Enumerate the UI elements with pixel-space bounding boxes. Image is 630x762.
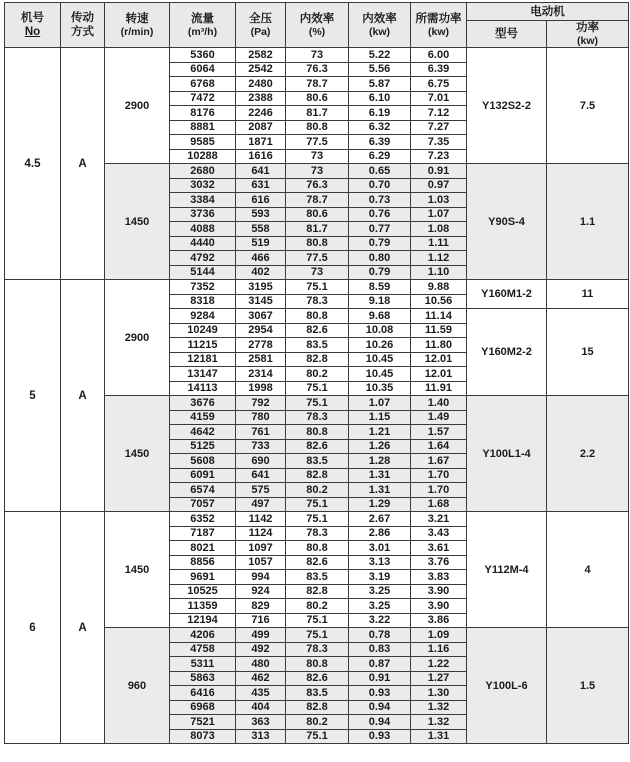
efficiency-cell: 78.3 (286, 294, 349, 309)
motor-power-cell: 4 (547, 512, 629, 628)
pressure-cell: 593 (236, 207, 286, 222)
required-power-cell: 0.91 (411, 164, 467, 179)
flow-cell: 9691 (170, 570, 236, 585)
efficiency-cell: 83.5 (286, 338, 349, 353)
inner-power-cell: 0.83 (349, 642, 411, 657)
table-row (5, 280, 629, 295)
flow-cell: 4088 (170, 222, 236, 237)
required-power-cell: 11.91 (411, 381, 467, 396)
inner-power-cell: 0.94 (349, 715, 411, 730)
required-power-cell: 3.76 (411, 555, 467, 570)
flow-cell: 10288 (170, 149, 236, 164)
efficiency-cell: 75.1 (286, 280, 349, 295)
inner-power-cell: 0.79 (349, 236, 411, 251)
inner-power-cell: 0.87 (349, 657, 411, 672)
speed-cell: 2900 (105, 48, 170, 164)
inner-power-cell: 1.31 (349, 468, 411, 483)
flow-cell: 3032 (170, 178, 236, 193)
efficiency-cell: 80.2 (286, 367, 349, 382)
flow-cell: 8021 (170, 541, 236, 556)
inner-power-cell: 5.22 (349, 48, 411, 63)
pressure-cell: 558 (236, 222, 286, 237)
required-power-cell: 1.08 (411, 222, 467, 237)
inner-power-cell: 3.25 (349, 584, 411, 599)
inner-power-cell: 6.29 (349, 149, 411, 164)
inner-power-cell: 0.78 (349, 628, 411, 643)
efficiency-cell: 73 (286, 48, 349, 63)
flow-cell: 4440 (170, 236, 236, 251)
motor-power-cell: 11 (547, 280, 629, 309)
machine-no-cell: 6 (5, 512, 61, 744)
flow-cell: 6968 (170, 700, 236, 715)
efficiency-cell: 80.8 (286, 657, 349, 672)
required-power-cell: 1.70 (411, 468, 467, 483)
motor-power-cell: 1.5 (547, 628, 629, 744)
inner-power-cell: 1.28 (349, 454, 411, 469)
motor-model-cell: Y90S-4 (467, 164, 547, 280)
inner-power-cell: 6.39 (349, 135, 411, 150)
inner-power-cell: 5.87 (349, 77, 411, 92)
pressure-cell: 1097 (236, 541, 286, 556)
pressure-cell: 480 (236, 657, 286, 672)
pressure-cell: 1871 (236, 135, 286, 150)
efficiency-cell: 80.2 (286, 599, 349, 614)
flow-cell: 12194 (170, 613, 236, 628)
inner-power-cell: 0.70 (349, 178, 411, 193)
flow-cell: 11215 (170, 338, 236, 353)
inner-power-cell: 3.25 (349, 599, 411, 614)
efficiency-cell: 75.1 (286, 628, 349, 643)
inner-power-cell: 0.65 (349, 164, 411, 179)
required-power-cell: 1.49 (411, 410, 467, 425)
efficiency-cell: 81.7 (286, 106, 349, 121)
required-power-cell: 1.27 (411, 671, 467, 686)
efficiency-cell: 78.3 (286, 410, 349, 425)
inner-power-cell: 0.79 (349, 265, 411, 280)
inner-power-cell: 2.67 (349, 512, 411, 527)
pressure-cell: 3067 (236, 309, 286, 324)
required-power-cell: 1.31 (411, 729, 467, 744)
table-body (5, 48, 629, 744)
required-power-cell: 1.12 (411, 251, 467, 266)
motor-model-cell: Y160M1-2 (467, 280, 547, 309)
flow-cell: 3384 (170, 193, 236, 208)
flow-cell: 8176 (170, 106, 236, 121)
speed-cell: 1450 (105, 512, 170, 628)
required-power-cell: 7.12 (411, 106, 467, 121)
inner-power-cell: 9.18 (349, 294, 411, 309)
efficiency-cell: 82.6 (286, 671, 349, 686)
motor-power-cell: 1.1 (547, 164, 629, 280)
flow-cell: 6352 (170, 512, 236, 527)
efficiency-cell: 82.6 (286, 439, 349, 454)
required-power-cell: 7.23 (411, 149, 467, 164)
flow-cell: 6574 (170, 483, 236, 498)
efficiency-cell: 73 (286, 164, 349, 179)
flow-cell: 7352 (170, 280, 236, 295)
pressure-cell: 1124 (236, 526, 286, 541)
required-power-cell: 1.09 (411, 628, 467, 643)
inner-power-cell: 0.94 (349, 700, 411, 715)
efficiency-cell: 83.5 (286, 686, 349, 701)
pressure-cell: 792 (236, 396, 286, 411)
inner-power-cell: 6.32 (349, 120, 411, 135)
header-machine-no: 机号 No (5, 3, 61, 48)
required-power-cell: 6.00 (411, 48, 467, 63)
flow-cell: 3676 (170, 396, 236, 411)
inner-power-cell: 3.22 (349, 613, 411, 628)
efficiency-cell: 82.6 (286, 555, 349, 570)
pressure-cell: 690 (236, 454, 286, 469)
required-power-cell: 1.64 (411, 439, 467, 454)
efficiency-cell: 77.5 (286, 135, 349, 150)
flow-cell: 4642 (170, 425, 236, 440)
flow-cell: 5144 (170, 265, 236, 280)
pressure-cell: 2480 (236, 77, 286, 92)
inner-power-cell: 1.26 (349, 439, 411, 454)
efficiency-cell: 80.2 (286, 715, 349, 730)
table-row (5, 48, 629, 63)
required-power-cell: 1.32 (411, 700, 467, 715)
inner-power-cell: 1.31 (349, 483, 411, 498)
efficiency-cell: 80.8 (286, 236, 349, 251)
required-power-cell: 1.10 (411, 265, 467, 280)
pressure-cell: 363 (236, 715, 286, 730)
machine-no-cell: 4.5 (5, 48, 61, 280)
pressure-cell: 3145 (236, 294, 286, 309)
motor-power-cell: 2.2 (547, 396, 629, 512)
pressure-cell: 466 (236, 251, 286, 266)
inner-power-cell: 6.10 (349, 91, 411, 106)
pressure-cell: 404 (236, 700, 286, 715)
inner-power-cell: 10.45 (349, 352, 411, 367)
pressure-cell: 829 (236, 599, 286, 614)
pressure-cell: 1057 (236, 555, 286, 570)
required-power-cell: 1.11 (411, 236, 467, 251)
flow-cell: 12181 (170, 352, 236, 367)
efficiency-cell: 80.8 (286, 541, 349, 556)
fan-performance-table (4, 2, 629, 744)
pressure-cell: 716 (236, 613, 286, 628)
required-power-cell: 1.30 (411, 686, 467, 701)
pressure-cell: 3195 (236, 280, 286, 295)
efficiency-cell: 75.1 (286, 497, 349, 512)
efficiency-cell: 80.6 (286, 91, 349, 106)
efficiency-cell: 78.7 (286, 77, 349, 92)
header-motor-power: 功率 (kw) (547, 21, 629, 48)
efficiency-cell: 75.1 (286, 729, 349, 744)
pressure-cell: 1998 (236, 381, 286, 396)
pressure-cell: 631 (236, 178, 286, 193)
fan-performance-table-wrapper (4, 2, 629, 744)
efficiency-cell: 77.5 (286, 251, 349, 266)
machine-no-cell: 5 (5, 280, 61, 512)
header-drive: 传动 方式 (61, 3, 105, 48)
flow-cell: 3736 (170, 207, 236, 222)
flow-cell: 11359 (170, 599, 236, 614)
efficiency-cell: 76.3 (286, 178, 349, 193)
flow-cell: 6091 (170, 468, 236, 483)
required-power-cell: 3.21 (411, 512, 467, 527)
motor-model-cell: Y132S2-2 (467, 48, 547, 164)
speed-cell: 960 (105, 628, 170, 744)
pressure-cell: 497 (236, 497, 286, 512)
flow-cell: 10525 (170, 584, 236, 599)
inner-power-cell: 3.01 (349, 541, 411, 556)
required-power-cell: 7.35 (411, 135, 467, 150)
pressure-cell: 402 (236, 265, 286, 280)
required-power-cell: 1.68 (411, 497, 467, 512)
required-power-cell: 1.67 (411, 454, 467, 469)
required-power-cell: 11.14 (411, 309, 467, 324)
required-power-cell: 3.90 (411, 599, 467, 614)
flow-cell: 7472 (170, 91, 236, 106)
required-power-cell: 9.88 (411, 280, 467, 295)
required-power-cell: 6.39 (411, 62, 467, 77)
pressure-cell: 2388 (236, 91, 286, 106)
required-power-cell: 7.01 (411, 91, 467, 106)
pressure-cell: 2087 (236, 120, 286, 135)
required-power-cell: 1.70 (411, 483, 467, 498)
efficiency-cell: 78.3 (286, 526, 349, 541)
flow-cell: 4159 (170, 410, 236, 425)
flow-cell: 4792 (170, 251, 236, 266)
inner-power-cell: 10.08 (349, 323, 411, 338)
table-row (5, 512, 629, 527)
flow-cell: 7521 (170, 715, 236, 730)
inner-power-cell: 0.76 (349, 207, 411, 222)
flow-cell: 8073 (170, 729, 236, 744)
required-power-cell: 0.97 (411, 178, 467, 193)
required-power-cell: 11.80 (411, 338, 467, 353)
pressure-cell: 2314 (236, 367, 286, 382)
speed-cell: 2900 (105, 280, 170, 396)
pressure-cell: 462 (236, 671, 286, 686)
flow-cell: 14113 (170, 381, 236, 396)
efficiency-cell: 82.8 (286, 468, 349, 483)
pressure-cell: 641 (236, 468, 286, 483)
required-power-cell: 7.27 (411, 120, 467, 135)
flow-cell: 6064 (170, 62, 236, 77)
pressure-cell: 2542 (236, 62, 286, 77)
required-power-cell: 10.56 (411, 294, 467, 309)
efficiency-cell: 82.8 (286, 700, 349, 715)
efficiency-cell: 80.2 (286, 483, 349, 498)
inner-power-cell: 1.15 (349, 410, 411, 425)
header-required-power: 所需功率 (kw) (411, 3, 467, 48)
inner-power-cell: 3.13 (349, 555, 411, 570)
inner-power-cell: 1.29 (349, 497, 411, 512)
motor-model-cell: Y160M2-2 (467, 309, 547, 396)
inner-power-cell: 5.56 (349, 62, 411, 77)
header-flow: 流量 (m³/h) (170, 3, 236, 48)
pressure-cell: 994 (236, 570, 286, 585)
efficiency-cell: 78.3 (286, 642, 349, 657)
flow-cell: 6416 (170, 686, 236, 701)
pressure-cell: 2778 (236, 338, 286, 353)
flow-cell: 8856 (170, 555, 236, 570)
flow-cell: 2680 (170, 164, 236, 179)
flow-cell: 6768 (170, 77, 236, 92)
pressure-cell: 780 (236, 410, 286, 425)
efficiency-cell: 75.1 (286, 512, 349, 527)
flow-cell: 8881 (170, 120, 236, 135)
inner-power-cell: 2.86 (349, 526, 411, 541)
efficiency-cell: 82.8 (286, 352, 349, 367)
required-power-cell: 1.07 (411, 207, 467, 222)
pressure-cell: 435 (236, 686, 286, 701)
required-power-cell: 12.01 (411, 352, 467, 367)
inner-power-cell: 1.07 (349, 396, 411, 411)
inner-power-cell: 0.93 (349, 729, 411, 744)
flow-cell: 7187 (170, 526, 236, 541)
required-power-cell: 3.86 (411, 613, 467, 628)
flow-cell: 5125 (170, 439, 236, 454)
pressure-cell: 924 (236, 584, 286, 599)
speed-cell: 1450 (105, 164, 170, 280)
pressure-cell: 575 (236, 483, 286, 498)
pressure-cell: 2582 (236, 48, 286, 63)
efficiency-cell: 80.8 (286, 120, 349, 135)
efficiency-cell: 73 (286, 265, 349, 280)
header-inner-power: 内效率 (kw) (349, 3, 411, 48)
motor-power-cell: 15 (547, 309, 629, 396)
inner-power-cell: 9.68 (349, 309, 411, 324)
required-power-cell: 1.57 (411, 425, 467, 440)
required-power-cell: 1.16 (411, 642, 467, 657)
efficiency-cell: 75.1 (286, 396, 349, 411)
flow-cell: 5608 (170, 454, 236, 469)
header-pressure: 全压 (Pa) (236, 3, 286, 48)
pressure-cell: 2581 (236, 352, 286, 367)
inner-power-cell: 3.19 (349, 570, 411, 585)
pressure-cell: 761 (236, 425, 286, 440)
drive-cell: A (61, 280, 105, 512)
pressure-cell: 641 (236, 164, 286, 179)
required-power-cell: 12.01 (411, 367, 467, 382)
inner-power-cell: 10.26 (349, 338, 411, 353)
efficiency-cell: 81.7 (286, 222, 349, 237)
pressure-cell: 2246 (236, 106, 286, 121)
required-power-cell: 6.75 (411, 77, 467, 92)
pressure-cell: 313 (236, 729, 286, 744)
inner-power-cell: 0.73 (349, 193, 411, 208)
flow-cell: 9284 (170, 309, 236, 324)
drive-cell: A (61, 48, 105, 280)
efficiency-cell: 75.1 (286, 613, 349, 628)
efficiency-cell: 82.8 (286, 584, 349, 599)
inner-power-cell: 1.21 (349, 425, 411, 440)
pressure-cell: 499 (236, 628, 286, 643)
required-power-cell: 3.83 (411, 570, 467, 585)
pressure-cell: 519 (236, 236, 286, 251)
inner-power-cell: 0.77 (349, 222, 411, 237)
efficiency-cell: 83.5 (286, 454, 349, 469)
flow-cell: 9585 (170, 135, 236, 150)
pressure-cell: 2954 (236, 323, 286, 338)
header-motor: 电动机 (467, 3, 629, 21)
flow-cell: 4758 (170, 642, 236, 657)
flow-cell: 4206 (170, 628, 236, 643)
pressure-cell: 616 (236, 193, 286, 208)
speed-cell: 1450 (105, 396, 170, 512)
flow-cell: 5863 (170, 671, 236, 686)
required-power-cell: 1.32 (411, 715, 467, 730)
flow-cell: 10249 (170, 323, 236, 338)
drive-cell: A (61, 512, 105, 744)
flow-cell: 5311 (170, 657, 236, 672)
flow-cell: 8318 (170, 294, 236, 309)
pressure-cell: 1142 (236, 512, 286, 527)
efficiency-cell: 82.6 (286, 323, 349, 338)
required-power-cell: 11.59 (411, 323, 467, 338)
pressure-cell: 1616 (236, 149, 286, 164)
required-power-cell: 1.03 (411, 193, 467, 208)
inner-power-cell: 6.19 (349, 106, 411, 121)
efficiency-cell: 75.1 (286, 381, 349, 396)
required-power-cell: 1.40 (411, 396, 467, 411)
flow-cell: 13147 (170, 367, 236, 382)
header-speed: 转速 (r/min) (105, 3, 170, 48)
flow-cell: 5360 (170, 48, 236, 63)
motor-model-cell: Y100L-6 (467, 628, 547, 744)
efficiency-cell: 73 (286, 149, 349, 164)
efficiency-cell: 80.6 (286, 207, 349, 222)
efficiency-cell: 76.3 (286, 62, 349, 77)
required-power-cell: 1.22 (411, 657, 467, 672)
efficiency-cell: 83.5 (286, 570, 349, 585)
required-power-cell: 3.90 (411, 584, 467, 599)
motor-power-cell: 7.5 (547, 48, 629, 164)
efficiency-cell: 80.8 (286, 425, 349, 440)
motor-model-cell: Y112M-4 (467, 512, 547, 628)
required-power-cell: 3.61 (411, 541, 467, 556)
inner-power-cell: 0.91 (349, 671, 411, 686)
inner-power-cell: 0.80 (349, 251, 411, 266)
inner-power-cell: 10.45 (349, 367, 411, 382)
inner-power-cell: 8.59 (349, 280, 411, 295)
header-efficiency: 内效率 (%) (286, 3, 349, 48)
pressure-cell: 733 (236, 439, 286, 454)
flow-cell: 7057 (170, 497, 236, 512)
pressure-cell: 492 (236, 642, 286, 657)
header-motor-model: 型号 (467, 21, 547, 48)
efficiency-cell: 80.8 (286, 309, 349, 324)
inner-power-cell: 10.35 (349, 381, 411, 396)
motor-model-cell: Y100L1-4 (467, 396, 547, 512)
efficiency-cell: 78.7 (286, 193, 349, 208)
required-power-cell: 3.43 (411, 526, 467, 541)
inner-power-cell: 0.93 (349, 686, 411, 701)
